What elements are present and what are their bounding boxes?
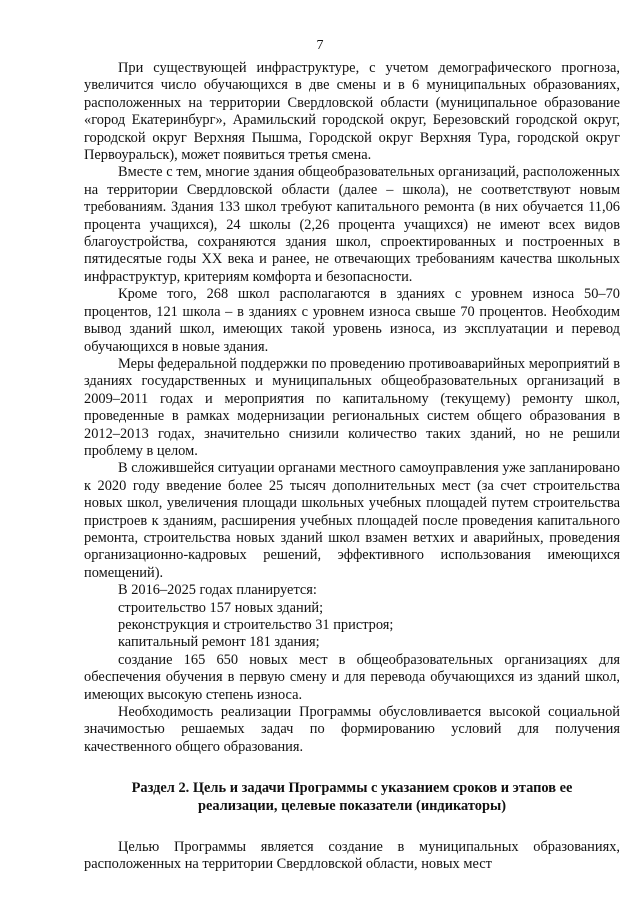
paragraph: При существующей инфраструктуре, с учетом демографического прогноза, увеличится число обучающихся в две смены и в 6 муниципальных образованиях, расположенных на территории Свердловской области (муниципальное образование «город Екатеринбург», Арамильский городской округ, Березовский городской округ, городской округ Верхняя Пышма, Городской округ Верхняя Тура, городской округ Первоуральск), может появиться третья смена. bbox=[84, 60, 620, 164]
document-body bbox=[84, 60, 620, 874]
plan-intro: В 2016–2025 годах планируется: bbox=[118, 582, 317, 599]
paragraph: создание 165 650 новых мест в общеобразовательных организациях для обеспечения обучения в первую смену и для перевода обучающихся из зданий школ, имеющих высокую степень износа. bbox=[84, 651, 620, 703]
section-heading: Раздел 2. Цель и задачи Программы с указанием сроков и этапов ее реализации, целевые показатели (индикаторы) bbox=[131, 780, 573, 814]
paragraph: Меры федеральной поддержки по проведению противоаварийных мероприятий в зданиях государственных и муниципальных общеобразовательных организаций в 2009–2011 годах и мероприятия по капитальному (текущему) ремонту школ, проведенные в рамках модернизации региональных систем общего образования в 2012–2013 годах, значительно снизили количество таких зданий, но не решили проблему в целом. bbox=[84, 355, 620, 459]
plan-item: капитальный ремонт 181 здания; bbox=[118, 634, 320, 651]
paragraph: Вместе с тем, многие здания общеобразовательных организаций, расположенных на территории Свердловской области (далее – школа), не соответствуют новым требованиям. Здания 133 школ требуют капитального ремонта (в них обучается 11,06 процента учащихся), 24 школы (2,26 процента учащихся) не имеют всех видов благоустройства, сохраняются здания школ, спроектированных и построенных в пятидесятые годы XX века и ранее, не отвечающих требованиям качества школьных инфраструктур, критериям комфорта и безопасности. bbox=[84, 164, 620, 285]
paragraph: В сложившейся ситуации органами местного самоуправления уже запланировано к 2020 году введение более 25 тысяч дополнительных мест (за счет строительства новых школ, увеличения площади школьных учебных площадей путем строительства пристроев к зданиям, расширения учебных площадей после проведения капитального ремонта, строительства новых зданий школ взамен ветхих и аварийных, проведения организационно-кадровых решений, эффективного использования имеющихся помещений). bbox=[84, 460, 620, 581]
page-number: 7 bbox=[316, 38, 324, 53]
closing-paragraph: Целью Программы является создание в муниципальных образованиях, расположенных на территории Свердловской области, новых мест bbox=[84, 839, 620, 873]
paragraph: Необходимость реализации Программы обусловливается высокой социальной значимостью решаемых задач по формированию условий для получения качественного общего образования. bbox=[84, 704, 620, 755]
plan-item: реконструкция и строительство 31 пристроя; bbox=[118, 617, 394, 633]
plan-item: строительство 157 новых зданий; bbox=[118, 599, 324, 616]
paragraph: Кроме того, 268 школ располагаются в зданиях с уровнем износа 50–70 процентов, 121 школа – в зданиях с уровнем износа свыше 70 процентов. Необходим вывод зданий школ, имеющих такой уровень износа, из эксплуатации и перевод обучающихся в новые здания. bbox=[84, 286, 620, 355]
